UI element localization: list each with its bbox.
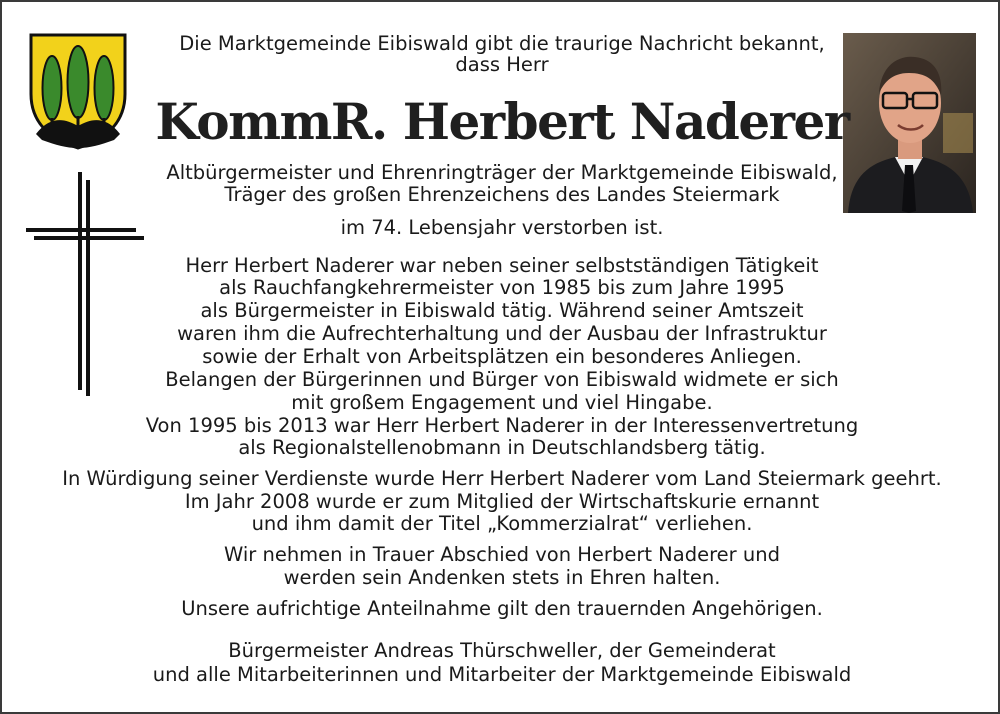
biography-line: als Bürgermeister in Eibiswald tätig. Während seiner Amtszeit (200, 299, 804, 322)
biography-line: als Regionalstellenobmann in Deutschlandsberg tätig. (238, 436, 766, 459)
signature-line: und alle Mitarbeiterinnen und Mitarbeiter der Marktgemeinde Eibiswald (152, 663, 852, 686)
condolence-line: Unsere aufrichtige Anteilnahme gilt den trauernden Angehörigen. (181, 597, 823, 620)
honors-line: In Würdigung seiner Verdienste wurde Herr Herbert Naderer vom Land Steiermark geehrt. (62, 467, 942, 490)
signature-line: Bürgermeister Andreas Thürschweller, der Gemeinderat (228, 639, 776, 662)
age-line: im 74. Lebensjahr verstorben ist. (340, 216, 664, 239)
intro-line: dass Herr (455, 53, 549, 76)
biography-line: Von 1995 bis 2013 war Herr Herbert Naderer in der Interessenvertretung (145, 414, 859, 437)
honors-line: Im Jahr 2008 wurde er zum Mitglied der Wirtschaftskurie ernannt (184, 490, 820, 513)
farewell-line: werden sein Andenken stets in Ehren halten. (283, 566, 721, 589)
biography-line: sowie der Erhalt von Arbeitsplätzen ein besonderes Anliegen. (202, 345, 802, 368)
deceased-name: KommR. Herbert Naderer (155, 92, 849, 151)
honors-line: und ihm damit der Titel „Kommerzialrat“ verliehen. (251, 512, 753, 535)
intro-line: Die Marktgemeinde Eibiswald gibt die traurige Nachricht bekannt, (179, 32, 825, 55)
title-line: Träger des großen Ehrenzeichens des Landes Steiermark (224, 183, 780, 206)
farewell-line: Wir nehmen in Trauer Abschied von Herbert Naderer und (223, 543, 780, 566)
biography-line: als Rauchfangkehrermeister von 1985 bis zum Jahre 1995 (219, 276, 785, 299)
title-line: Altbürgermeister und Ehrenringträger der Marktgemeinde Eibiswald, (166, 161, 838, 184)
biography-line: Belangen der Bürgerinnen und Bürger von Eibiswald widmete er sich (165, 368, 839, 391)
biography-line: Herr Herbert Naderer war neben seiner selbstständigen Tätigkeit (185, 254, 819, 277)
biography-line: mit großem Engagement und viel Hingabe. (291, 391, 713, 414)
biography-line: waren ihm die Aufrechterhaltung und der Ausbau der Infrastruktur (177, 322, 827, 345)
